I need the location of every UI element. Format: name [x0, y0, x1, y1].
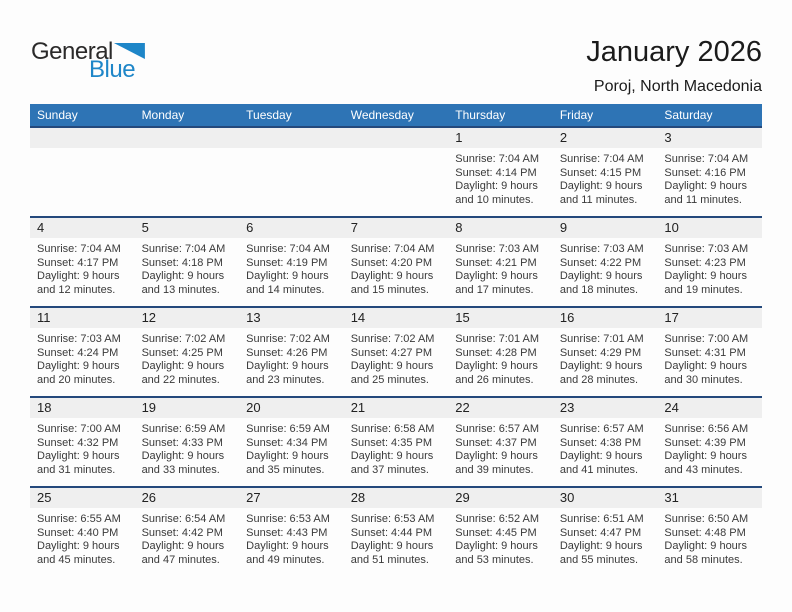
day-info-line: Daylight: 9 hours [246, 450, 329, 462]
day-info-line: Sunset: 4:21 PM [455, 256, 537, 269]
day-info-line: and 41 minutes. [559, 463, 639, 476]
day-cell-11 [30, 328, 135, 387]
day-info-line: and 26 minutes. [455, 373, 534, 386]
day-info-line: Sunrise: 7:04 AM [664, 153, 749, 165]
day-info-line: Daylight: 9 hours [664, 180, 747, 192]
day-cell-5 [135, 238, 240, 297]
day-info-line: Sunset: 4:47 PM [559, 526, 642, 539]
day-info-line: and 25 minutes. [350, 373, 429, 386]
day-details-row [30, 148, 762, 207]
day-cell-4 [30, 238, 135, 297]
day-info-line: and 43 minutes. [664, 463, 743, 476]
calendar-body [30, 126, 762, 576]
day-info-line: Daylight: 9 hours [37, 270, 120, 282]
day-info-line: Sunset: 4:32 PM [37, 436, 119, 449]
day-info-line: and 39 minutes. [455, 463, 534, 476]
day-info-line: Sunset: 4:23 PM [664, 256, 746, 269]
day-number-12: 12 [141, 310, 157, 325]
day-number-18: 18 [37, 400, 52, 415]
day-number-16: 16 [559, 310, 575, 325]
day-info-line: Sunrise: 6:57 AM [455, 423, 540, 435]
day-info-line: Sunrise: 6:59 AM [246, 423, 330, 435]
day-info-line: Sunrise: 6:51 AM [559, 513, 644, 525]
day-info-line: Daylight: 9 hours [455, 360, 538, 372]
day-number-15: 15 [455, 310, 470, 325]
week-row [30, 126, 762, 216]
day-number-band [30, 308, 762, 328]
day-number-empty [344, 128, 449, 148]
day-info-line: Daylight: 9 hours [559, 450, 643, 462]
day-info-line: Sunrise: 6:58 AM [350, 423, 435, 435]
day-cell-30 [553, 508, 658, 567]
general-blue-logo [31, 40, 145, 82]
day-info-line: and 10 minutes. [455, 193, 534, 206]
day-number-8: 8 [455, 220, 463, 235]
day-cell-22 [448, 418, 553, 477]
day-info-line: Daylight: 9 hours [246, 540, 329, 552]
day-info-line: Daylight: 9 hours [246, 360, 329, 372]
day-number-3: 3 [664, 130, 672, 145]
day-details-row [30, 508, 762, 567]
day-info-line: and 31 minutes. [37, 463, 116, 476]
day-info-line: Sunset: 4:45 PM [455, 526, 537, 539]
day-cell-26 [135, 508, 240, 567]
day-number-20: 20 [246, 400, 261, 415]
day-info-line: Sunset: 4:40 PM [37, 526, 119, 539]
day-info-line: and 55 minutes. [559, 553, 639, 566]
day-number-19: 19 [141, 400, 157, 415]
day-info-line: Sunrise: 6:59 AM [141, 423, 226, 435]
day-info-line: Daylight: 9 hours [141, 450, 225, 462]
day-info-line: Daylight: 9 hours [141, 360, 225, 372]
day-info-line: Sunset: 4:17 PM [37, 256, 119, 269]
day-number-26: 26 [141, 490, 157, 505]
day-info-line: Sunrise: 6:55 AM [37, 513, 121, 525]
day-cell-24 [657, 418, 762, 477]
day-info-line: and 45 minutes. [37, 553, 116, 566]
day-number-24: 24 [664, 400, 679, 415]
day-details-row [30, 418, 762, 477]
weekday-header-row [30, 104, 762, 126]
day-info-line: Daylight: 9 hours [455, 450, 538, 462]
weekday-header-wednesday: Wednesday [350, 108, 414, 122]
day-cell-9 [553, 238, 658, 297]
day-info-line: Daylight: 9 hours [246, 270, 329, 282]
day-info-line: Sunset: 4:35 PM [350, 436, 433, 449]
day-info-line: Daylight: 9 hours [559, 360, 643, 372]
day-cell-6 [239, 238, 344, 297]
day-number-band [30, 128, 762, 148]
day-info-line: Sunrise: 7:03 AM [559, 243, 644, 255]
day-info-line: Sunset: 4:27 PM [350, 346, 433, 359]
logo-text-blue: Blue [89, 56, 136, 83]
day-cell-1 [448, 148, 553, 207]
day-info-line: and 13 minutes. [141, 283, 220, 296]
day-info-line: Sunrise: 7:02 AM [246, 333, 330, 345]
day-info-line: and 22 minutes. [141, 373, 220, 386]
day-number-empty [135, 128, 240, 148]
day-info-line: and 53 minutes. [455, 553, 534, 566]
day-info-line: Sunset: 4:39 PM [664, 436, 746, 449]
day-info-line: Sunrise: 7:03 AM [37, 333, 121, 345]
day-info-line: Sunrise: 7:01 AM [455, 333, 540, 345]
page-subtitle-location: Poroj, North Macedonia [593, 78, 762, 95]
day-info-line: Daylight: 9 hours [664, 360, 747, 372]
day-info-line: Daylight: 9 hours [37, 360, 120, 372]
day-number-9: 9 [559, 220, 568, 235]
day-info-line: Sunrise: 6:54 AM [141, 513, 226, 525]
day-info-line: Sunrise: 6:50 AM [664, 513, 749, 525]
day-info-line: Sunset: 4:19 PM [246, 256, 328, 269]
weekday-header-thursday: Thursday [455, 108, 506, 122]
day-number-31: 31 [664, 490, 679, 505]
day-info-line: Sunrise: 7:04 AM [37, 243, 121, 255]
day-info-line: Sunset: 4:16 PM [664, 166, 746, 179]
day-cell-18 [30, 418, 135, 477]
weekday-header-tuesday: Tuesday [246, 108, 292, 122]
day-info-line: Sunset: 4:28 PM [455, 346, 537, 359]
day-cell-28 [344, 508, 449, 567]
day-info-line: and 28 minutes. [559, 373, 639, 386]
day-info-line: Sunrise: 7:04 AM [350, 243, 435, 255]
day-info-line: Daylight: 9 hours [350, 270, 434, 282]
day-info-line: Sunset: 4:29 PM [559, 346, 642, 359]
day-info-line: and 18 minutes. [559, 283, 639, 296]
day-cell-empty [30, 148, 135, 207]
day-info-line: Sunrise: 7:02 AM [141, 333, 226, 345]
day-cell-13 [239, 328, 344, 387]
day-info-line: Sunset: 4:20 PM [350, 256, 433, 269]
day-info-line: and 30 minutes. [664, 373, 743, 386]
day-number-11: 11 [37, 310, 51, 325]
day-details-row [30, 328, 762, 387]
day-info-line: and 23 minutes. [246, 373, 325, 386]
day-cell-19 [135, 418, 240, 477]
day-info-line: and 11 minutes. [559, 193, 638, 206]
day-info-line: Sunset: 4:43 PM [246, 526, 328, 539]
day-cell-7 [344, 238, 449, 297]
day-number-29: 29 [455, 490, 470, 505]
day-info-line: Sunset: 4:14 PM [455, 166, 537, 179]
page-title: January 2026 [586, 36, 762, 68]
day-info-line: Sunset: 4:18 PM [141, 256, 223, 269]
day-info-line: and 12 minutes. [37, 283, 116, 296]
day-info-line: and 49 minutes. [246, 553, 325, 566]
day-info-line: Sunset: 4:48 PM [664, 526, 746, 539]
day-info-line: Daylight: 9 hours [559, 270, 643, 282]
day-info-line: Daylight: 9 hours [37, 450, 120, 462]
day-number-25: 25 [37, 490, 52, 505]
day-info-line: and 35 minutes. [246, 463, 325, 476]
weekday-header-friday: Friday [559, 108, 594, 122]
day-info-line: Sunset: 4:26 PM [246, 346, 328, 359]
day-cell-20 [239, 418, 344, 477]
weekday-header-saturday: Saturday [664, 108, 713, 122]
day-info-line: Sunrise: 6:52 AM [455, 513, 540, 525]
day-cell-empty [135, 148, 240, 207]
day-info-line: Daylight: 9 hours [141, 270, 225, 282]
day-info-line: and 51 minutes. [350, 553, 429, 566]
day-cell-17 [657, 328, 762, 387]
day-number-1: 1 [455, 130, 463, 145]
day-info-line: Sunset: 4:33 PM [141, 436, 223, 449]
day-info-line: Daylight: 9 hours [455, 270, 538, 282]
day-number-27: 27 [246, 490, 261, 505]
day-number-7: 7 [350, 220, 358, 235]
day-info-line: Daylight: 9 hours [559, 180, 643, 192]
week-row [30, 216, 762, 306]
day-number-14: 14 [350, 310, 366, 325]
day-number-4: 4 [37, 220, 45, 235]
day-info-line: Sunset: 4:22 PM [559, 256, 642, 269]
day-number-17: 17 [664, 310, 679, 325]
day-number-23: 23 [559, 400, 575, 415]
day-info-line: Daylight: 9 hours [664, 270, 747, 282]
day-info-line: Sunset: 4:38 PM [559, 436, 642, 449]
day-details-row [30, 238, 762, 297]
day-cell-10 [657, 238, 762, 297]
day-number-2: 2 [559, 130, 568, 145]
weekday-header-sunday: Sunday [37, 108, 78, 122]
day-cell-8 [448, 238, 553, 297]
day-info-line: Sunset: 4:37 PM [455, 436, 537, 449]
day-info-line: and 37 minutes. [350, 463, 429, 476]
day-info-line: and 14 minutes. [246, 283, 325, 296]
title-block [586, 36, 762, 96]
week-row [30, 486, 762, 576]
day-number-21: 21 [350, 400, 366, 415]
weekday-header-monday: Monday [141, 108, 185, 122]
day-cell-15 [448, 328, 553, 387]
day-cell-3 [657, 148, 762, 207]
day-cell-31 [657, 508, 762, 567]
day-info-line: Sunrise: 7:00 AM [664, 333, 749, 345]
day-cell-2 [553, 148, 658, 207]
day-info-line: and 47 minutes. [141, 553, 220, 566]
day-info-line: Sunrise: 7:01 AM [559, 333, 644, 345]
day-info-line: Sunrise: 7:03 AM [664, 243, 749, 255]
day-info-line: Daylight: 9 hours [37, 540, 120, 552]
day-cell-25 [30, 508, 135, 567]
day-info-line: and 33 minutes. [141, 463, 220, 476]
day-info-line: Sunset: 4:24 PM [37, 346, 119, 359]
day-info-line: Sunrise: 6:53 AM [350, 513, 435, 525]
day-info-line: Sunset: 4:42 PM [141, 526, 223, 539]
day-info-line: Daylight: 9 hours [664, 450, 747, 462]
day-number-5: 5 [141, 220, 149, 235]
calendar-table [30, 104, 762, 576]
day-info-line: and 17 minutes. [455, 283, 534, 296]
day-info-line: Sunrise: 6:53 AM [246, 513, 330, 525]
day-info-line: Daylight: 9 hours [455, 540, 538, 552]
week-row [30, 396, 762, 486]
day-info-line: Sunrise: 6:56 AM [664, 423, 749, 435]
day-number-empty [239, 128, 344, 148]
day-number-10: 10 [664, 220, 679, 235]
day-cell-14 [344, 328, 449, 387]
day-info-line: Sunrise: 7:02 AM [350, 333, 435, 345]
day-info-line: and 58 minutes. [664, 553, 743, 566]
day-info-line: Daylight: 9 hours [350, 540, 434, 552]
day-info-line: and 19 minutes. [664, 283, 743, 296]
day-info-line: Sunrise: 7:04 AM [141, 243, 226, 255]
day-info-line: Sunrise: 7:04 AM [246, 243, 330, 255]
day-info-line: Daylight: 9 hours [664, 540, 747, 552]
day-info-line: Daylight: 9 hours [455, 180, 538, 192]
day-cell-empty [344, 148, 449, 207]
day-cell-27 [239, 508, 344, 567]
day-number-30: 30 [559, 490, 575, 505]
day-info-line: Sunrise: 7:04 AM [559, 153, 644, 165]
day-number-22: 22 [455, 400, 470, 415]
logo-text-general: General [31, 38, 113, 65]
day-number-band [30, 488, 762, 508]
day-number-13: 13 [246, 310, 261, 325]
day-cell-empty [239, 148, 344, 207]
day-info-line: and 11 minutes. [664, 193, 742, 206]
day-cell-21 [344, 418, 449, 477]
day-cell-12 [135, 328, 240, 387]
day-number-band [30, 398, 762, 418]
day-cell-29 [448, 508, 553, 567]
day-info-line: Sunrise: 7:00 AM [37, 423, 121, 435]
week-row [30, 306, 762, 396]
day-cell-23 [553, 418, 658, 477]
day-number-28: 28 [350, 490, 366, 505]
day-info-line: Daylight: 9 hours [141, 540, 225, 552]
day-info-line: Sunset: 4:31 PM [664, 346, 746, 359]
day-info-line: Daylight: 9 hours [350, 360, 434, 372]
day-info-line: and 15 minutes. [350, 283, 429, 296]
day-info-line: Sunset: 4:34 PM [246, 436, 328, 449]
day-number-empty [30, 128, 135, 148]
day-info-line: Sunset: 4:15 PM [559, 166, 642, 179]
day-info-line: Sunrise: 7:03 AM [455, 243, 540, 255]
day-info-line: Daylight: 9 hours [559, 540, 643, 552]
day-info-line: Sunrise: 7:04 AM [455, 153, 540, 165]
day-cell-16 [553, 328, 658, 387]
day-number-band [30, 218, 762, 238]
day-number-6: 6 [246, 220, 254, 235]
day-info-line: Sunrise: 6:57 AM [559, 423, 644, 435]
day-info-line: Sunset: 4:44 PM [350, 526, 433, 539]
day-info-line: Daylight: 9 hours [350, 450, 434, 462]
day-info-line: and 20 minutes. [37, 373, 116, 386]
day-info-line: Sunset: 4:25 PM [141, 346, 223, 359]
